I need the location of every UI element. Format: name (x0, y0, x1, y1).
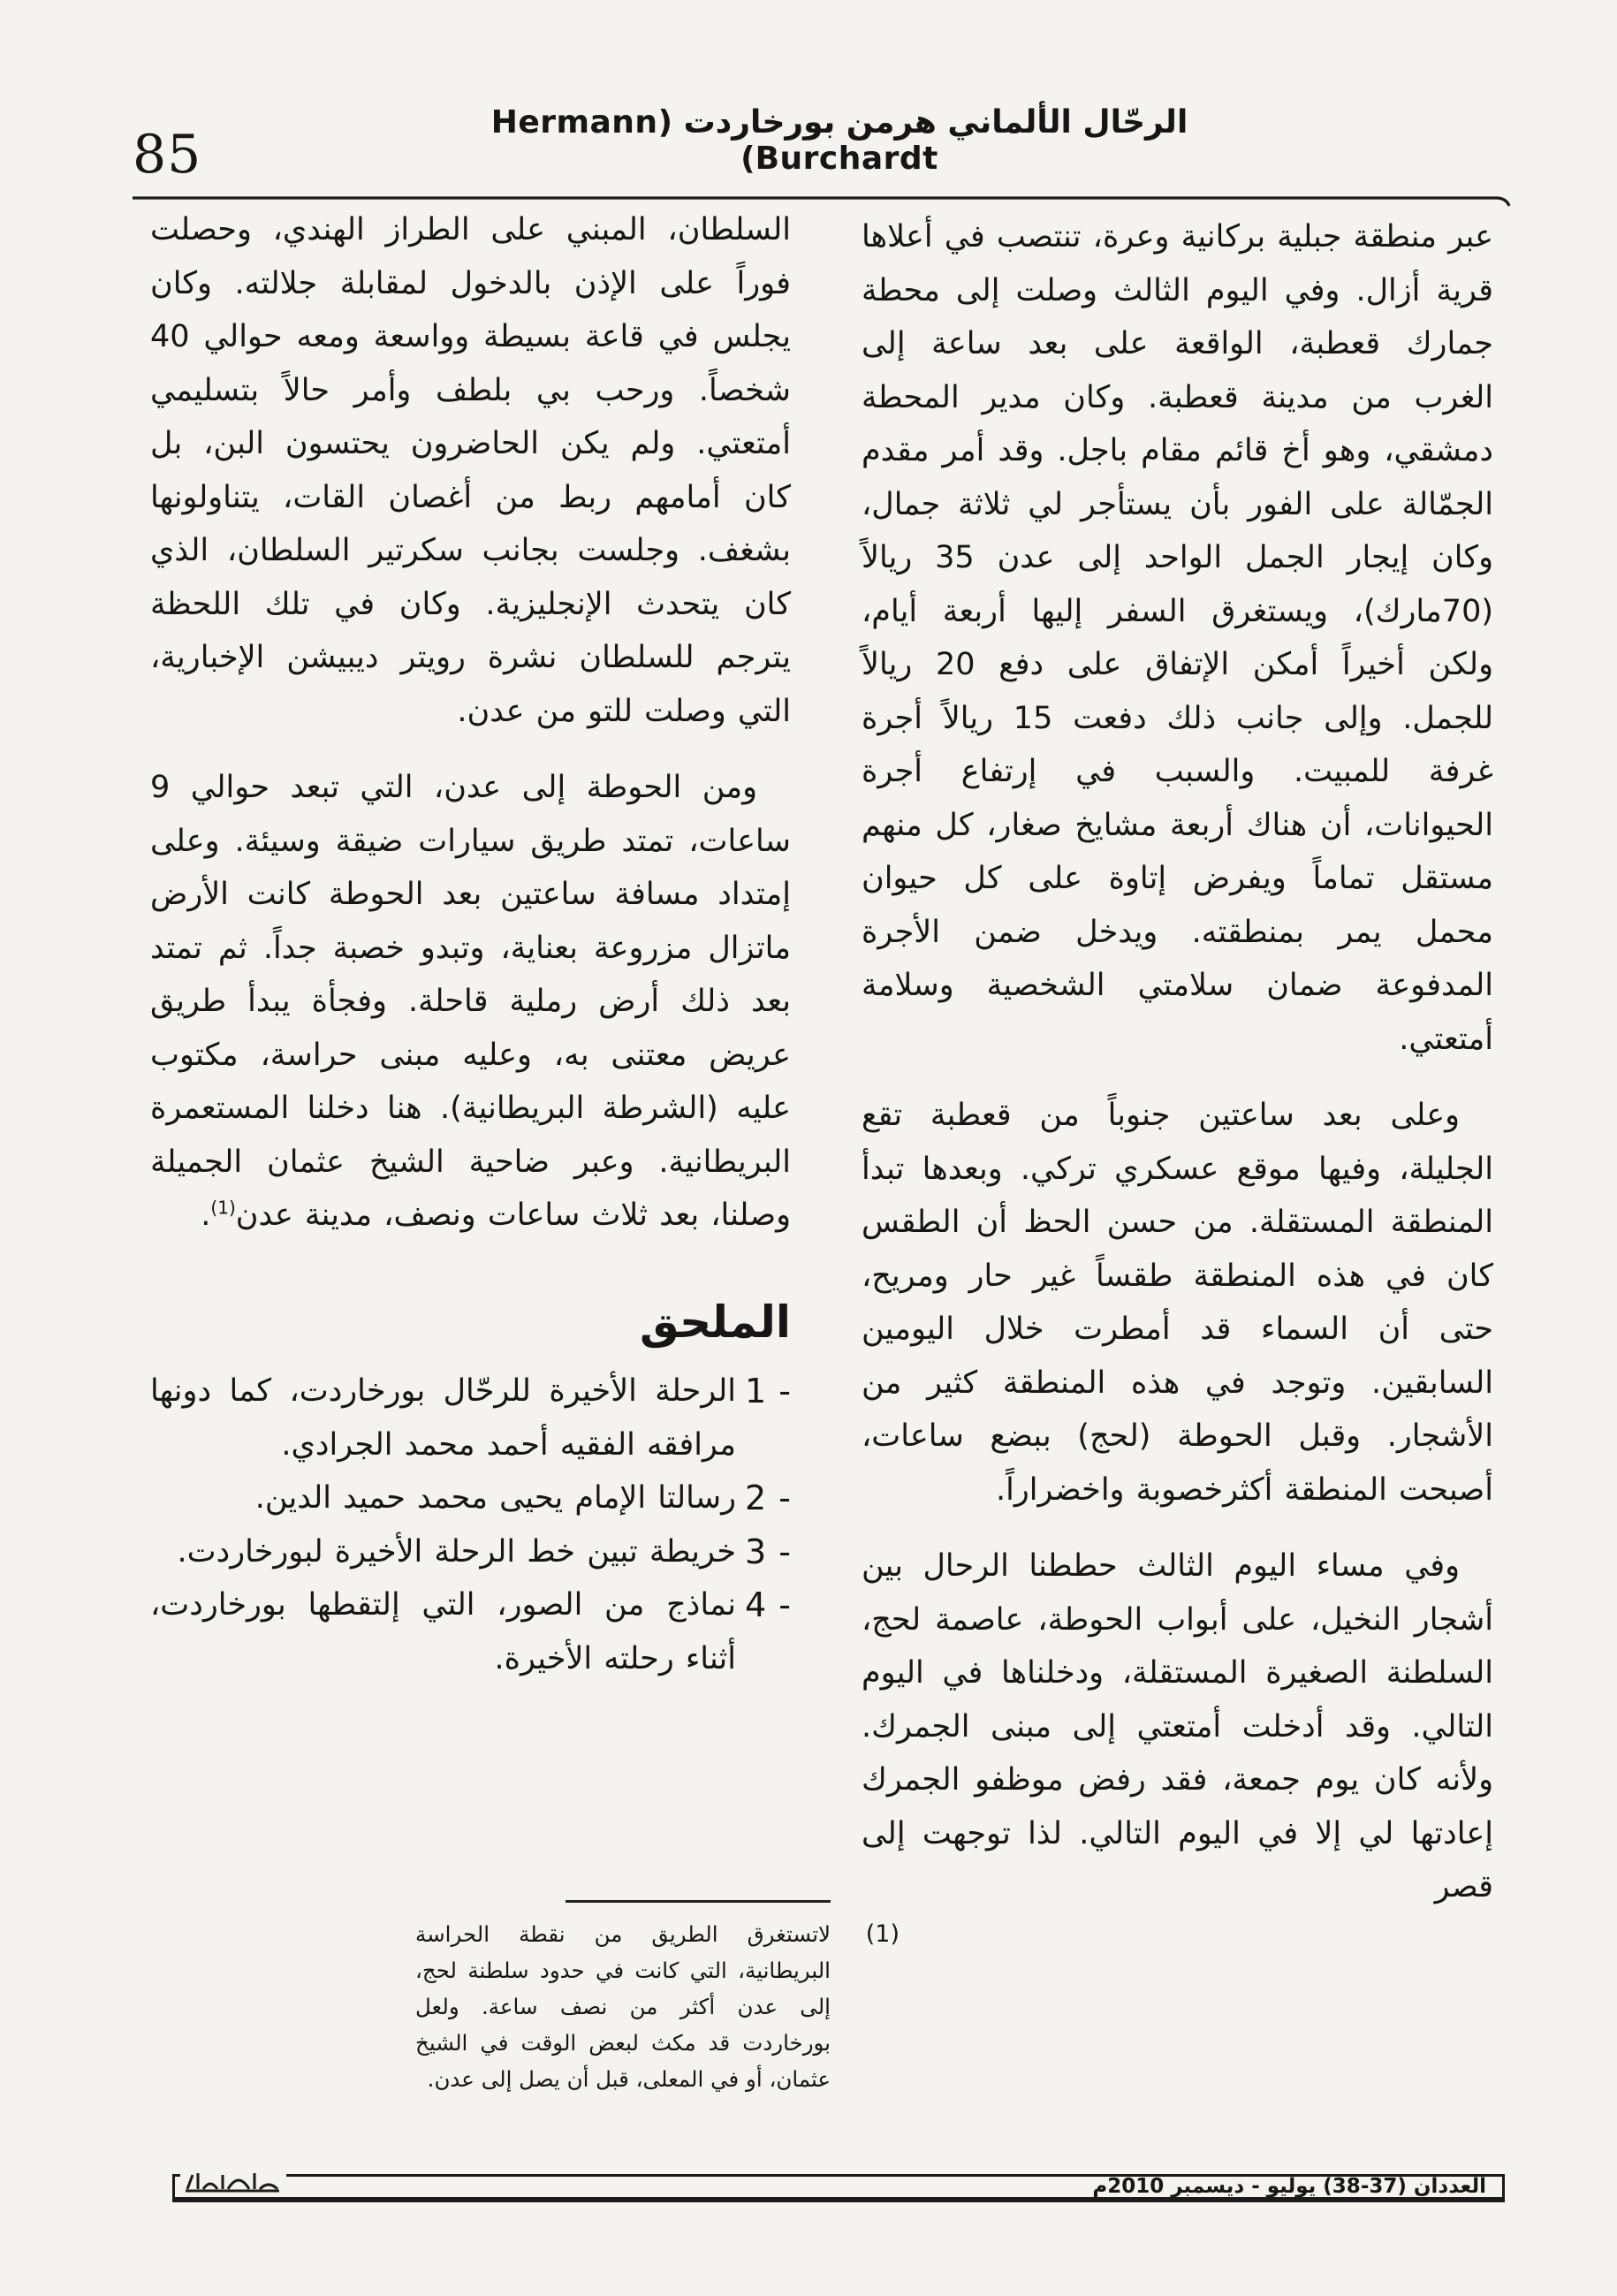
appendix-item-number: 4 - (745, 1585, 791, 1624)
journal-logo-mark (180, 2170, 286, 2196)
appendix-item-text: خريطة تبين خط الرحلة الأخيرة لبورخاردت. (177, 1533, 736, 1570)
appendix-list (150, 1365, 791, 1685)
running-header-title: الرحّال الألماني هرمن بورخاردت (Hermann Burchardt) (490, 104, 1188, 177)
left-paragraph-2 (150, 761, 791, 1243)
right-paragraph-1: عبر منطقة جبلية بركانية وعرة، تنتصب في أعلاها قرية أزال. وفي اليوم الثالث وصلت إلى محطة جمارك قعطبة، الواقعة على بعد ساعة إلى الغرب من مدينة قعطبة. وكان مدير المحطة دمشقي، وهو أخ قائم مقام باجل. وقد أمر مقدم الجمّالة على الفور بأن يستأجر لي ثلاثة جمال، وكان إيجار الجمل الواحد إلى عدن 35 ريالاً (70مارك)، ويستغرق السفر إليها أربعة أيام، ولكن أخيراً أمكن الإتفاق على دفع 20 ريالاً للجمل. وإلى جانب ذلك دفعت 15 ريالاً أجرة غرفة للمبيت. والسبب في إرتفاع أجرة الحيوانات، أن هناك أربعة مشايخ صغار، كل منهم مستقل تماماً ويفرض إتاوة على كل حيوان محمل يمر بمنطقته. ويدخل ضمن الأجرة المدفوعة ضمان سلامتي الشخصية وسلامة أمتعتي. (862, 219, 1494, 1057)
appendix-item-number: 1 - (745, 1372, 791, 1410)
footnote-reference[interactable]: (1) (210, 1197, 236, 1219)
appendix-item (150, 1525, 791, 1579)
appendix-item (150, 1471, 791, 1525)
footnote-rule (566, 1900, 831, 1903)
appendix-item-text: نماذج من الصور، التي إلتقطها بورخاردت، أثناء رحلته الأخيرة. (150, 1587, 736, 1676)
footnote-number: (1) (865, 1920, 900, 1948)
right-paragraph-2: وعلى بعد ساعتين جنوباً من قعطبة تقع الجليلة، وفيها موقع عسكري تركي. وبعدها تبدأ المنطقة المستقلة. من حسن الحظ أن الطقس كان في هذه المنطقة طقساً غير حار ومريح، حتى أن السماء قد أمطرت خلال اليومين السابقين. وتوجد في هذه المنطقة كثير من الأشجار. وقبل الحوطة (لحج) ببضع ساعات، أصبحت المنطقة أكثرخصوبة واخضراراً. (862, 1098, 1493, 1508)
appendix-item (150, 1578, 791, 1685)
appendix-item (150, 1365, 791, 1471)
footnote (415, 1916, 900, 2097)
page-number: 85 (133, 124, 202, 186)
journal-logo (180, 2170, 286, 2196)
right-column (862, 210, 1493, 1914)
appendix-item-number: 3 - (745, 1532, 791, 1571)
appendix-item-number: 2 - (745, 1479, 791, 1517)
left-paragraph-2-text: ومن الحوطة إلى عدن، التي تبعد حوالي 9 ساعات، تمتد طريق سيارات ضيقة وسيئة. وعلى إمتداد مسافة ساعتين بعد الحوطة كانت الأرض ماتزال مزروعة بعناية، وتبدو خصبة جداً. ثم تمتد بعد ذلك أرض رملية قاحلة. وفجأة يبدأ طريق عريض معتنى به، وعليه مبنى حراسة، مكتوب عليه (الشرطة البريطانية). هنا دخلنا المستعمرة البريطانية. وعبر ضاحية الشيخ عثمان الجميلة وصلنا، بعد ثلاث ساعات ونصف، مدينة عدن (150, 770, 791, 1233)
footnote-text: لاتستغرق الطريق من نقطة الحراسة البريطانية، التي كانت في حدود سلطنة لحج، إلى عدن أكثر من نصف ساعة. ولعل بورخاردت قد مكث لبعض الوقت في الشيخ عثمان، أو في المعلى، قبل أن يصل إلى عدن. (415, 1921, 831, 2092)
footer-bar (172, 2174, 1505, 2202)
footer-issue-date: العددان (37-38) يوليو - ديسمبر 2010م (1092, 2175, 1486, 2198)
appendix-item-text: رسالتا الإمام يحيى محمد حميد الدين. (254, 1480, 736, 1516)
appendix-item-text: الرحلة الأخيرة للرحّال بورخاردت، كما دونها مرافقه الفقيه أحمد محمد الجرادي. (150, 1373, 736, 1463)
right-paragraph-3: وفي مساء اليوم الثالث حططنا الرحال بين أشجار النخيل، على أبواب الحوطة، عاصمة لحج، السلطنة الصغيرة المستقلة، ودخلناها في اليوم التالي. وقد أدخلت أمتعتي إلى مبنى الجمرك. ولأنه كان يوم جمعة، فقد رفض موظفو الجمرك إعادتها لي إلا في اليوم التالي. لذا توجهت إلى قصر (862, 1548, 1493, 1904)
left-paragraph-1: السلطان، المبني على الطراز الهندي، وحصلت فوراً على الإذن بالدخول لمقابلة جلالته. وكان يجلس في قاعة بسيطة وواسعة ومعه حوالي 40 شخصاً. ورحب بي بلطف وأمر حالاً بتسليمي أمتعتي. ولم يكن الحاضرون يحتسون البن، بل كان أمامهم ربط من أغصان القات، يتناولونها بشغف. وجلست بجانب سكرتير السلطان، الذي كان يتحدث الإنجليزية. وكان في تلك اللحظة يترجم للسلطان نشرة رويتر ديبيشن الإخبارية، التي وصلت للتو من عدن. (150, 212, 791, 729)
left-paragraph-2-end: . (201, 1197, 211, 1233)
left-column (150, 203, 791, 1685)
appendix-heading: الملحق (640, 1296, 791, 1348)
